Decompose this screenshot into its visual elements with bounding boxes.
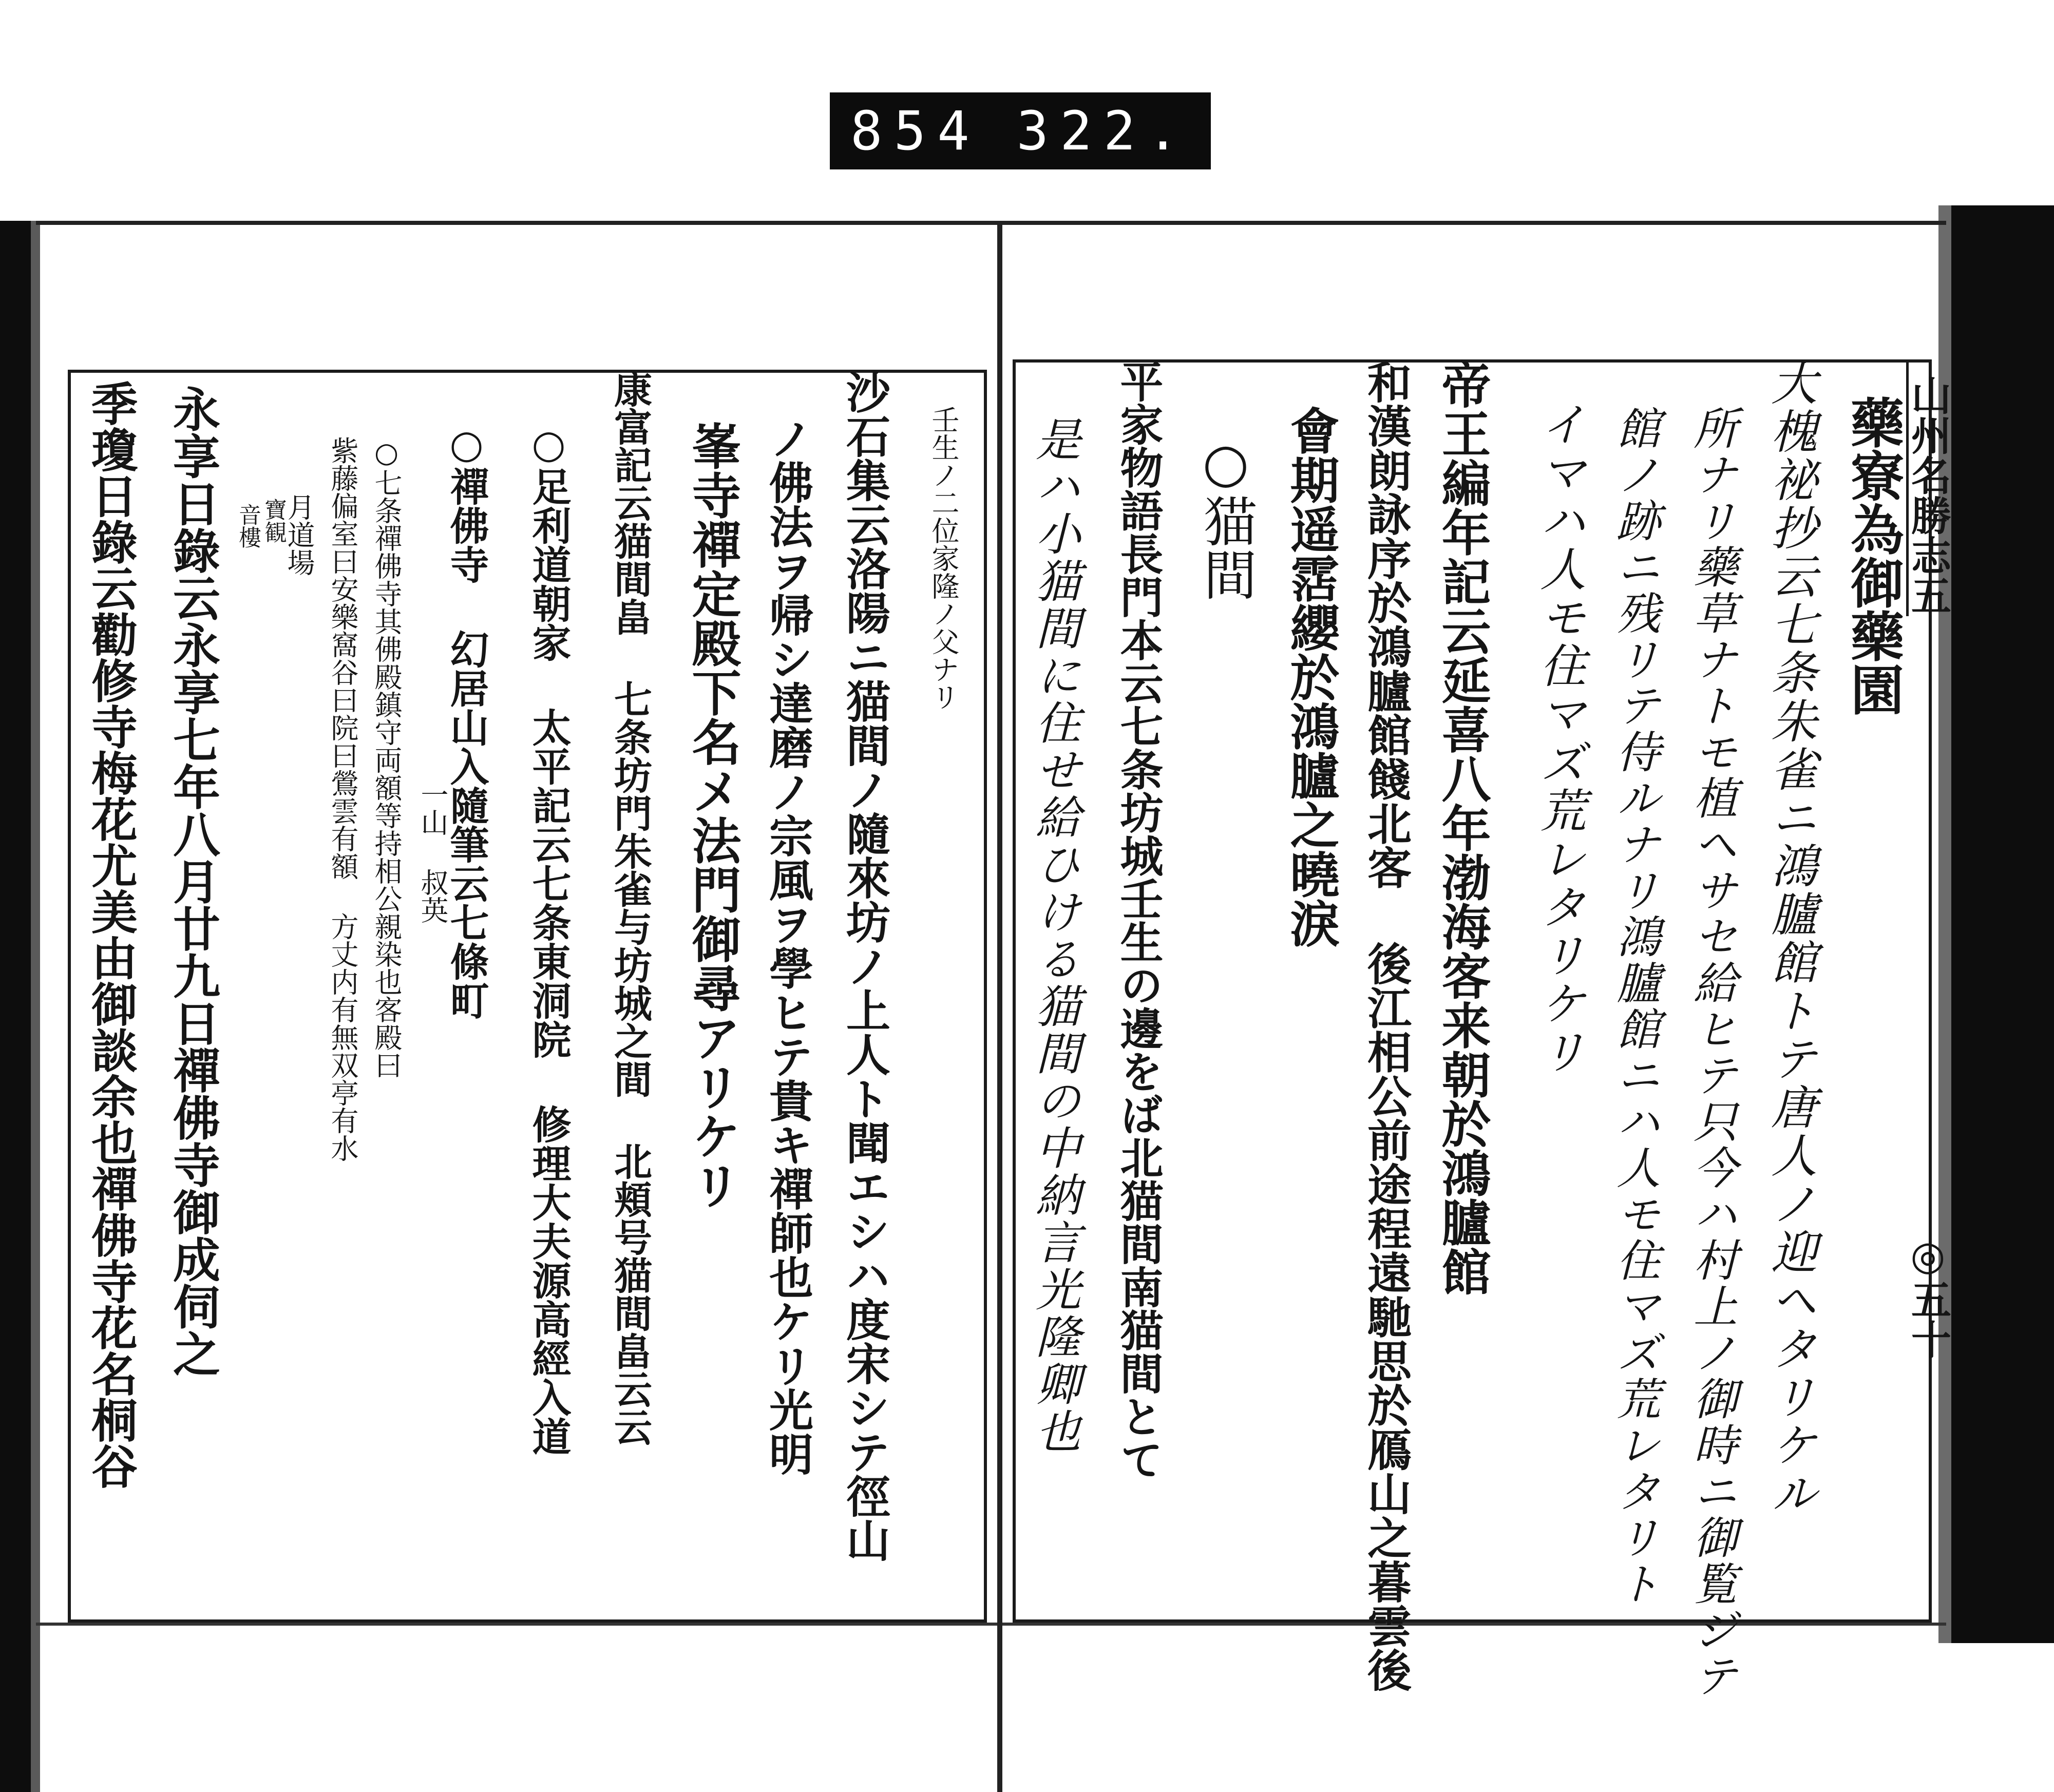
text-column: 所ナリ藥草ナトモ植ヘサセ給ヒテ只今ハ村上ノ御時ニ御覧ジテ	[1686, 406, 1737, 1700]
text-column: ○七条禪佛寺其佛殿鎮守両額等持相公親染也客殿曰	[370, 436, 403, 1079]
page-bottom-edge	[36, 1623, 1946, 1626]
text-column: 永享日錄云永享七年八月廿九日禪佛寺御成伺之	[165, 385, 221, 1377]
frame-number: 322.	[1016, 100, 1190, 162]
text-column: 館ノ跡ニ残リテ侍ルナリ鴻臚館ニハ人モ住マズ荒レタリト	[1609, 406, 1660, 1607]
center-gutter	[997, 221, 1002, 1792]
text-column: 峯寺禪定殿下名メ法門御尋アリケリ	[684, 421, 742, 1210]
entry-heading-nekoma: ○猫間	[1194, 431, 1257, 601]
text-column: ノ佛法ヲ帰シ達磨ノ宗風ヲ學ヒテ貴キ禪師也ケリ光明	[762, 416, 813, 1476]
page-top-edge	[36, 221, 1946, 225]
text-column: 平家物語長門本云七条坊城壬生の邊をば北猫間南猫間とて	[1113, 359, 1164, 1481]
entry-zenbutsuji: ○禪佛寺 幻居山入隨筆云七條町	[444, 421, 489, 1020]
annotation-note: 一山 叔英	[416, 780, 449, 924]
text-column: 康富記云猫間畠 七条坊門朱雀与坊城之間 北頬号猫間畠云云	[608, 370, 652, 1446]
entry-ashikaga: ○足利道朝家 太平記云七条東洞院 修理大夫源高經入道	[526, 421, 572, 1456]
text-column: 沙石集云洛陽ニ猫間ノ隨來坊ノ上人ト聞エシハ度宋シテ徑山	[839, 370, 890, 1562]
page-header: 山州名勝志五	[1905, 375, 1951, 615]
text-column: 大槐祕抄云七条朱雀ニ鴻臚館トテ唐人ノ迎ヘタリケル	[1763, 359, 1817, 1518]
right-binding-shadow	[1951, 205, 2054, 1643]
left-binding-edge	[31, 221, 40, 1792]
text-column: 季瓊日錄云勸修寺梅花尤美由御談余也禪佛寺花名桐谷	[83, 380, 138, 1489]
folio-number: ◎五十	[1905, 1232, 1951, 1359]
text-column: 月道場	[283, 493, 315, 576]
entry-heading-yakuryo: 藥寮為御藥園	[1841, 395, 1905, 716]
left-binding-shadow	[0, 221, 31, 1792]
text-column: 帝王編年記云延喜八年渤海客来朝於鴻臚館	[1434, 359, 1492, 1296]
text-column: 和漢朗詠序於鴻臚館餞北客 後江相公前途程遠馳思於鴈山之暮雲後	[1360, 359, 1412, 1692]
annotation-note: 壬生ノ二位家隆ノ父ナリ	[927, 406, 960, 711]
text-column: 會期遥霑纓於鴻臚之曉淚	[1282, 406, 1340, 948]
text-column: 紫藤偏室曰安樂窩谷曰院曰鶯雲有額 方丈内有無双亭有水	[327, 436, 359, 1162]
text-column: 寶観	[260, 498, 287, 543]
text-column: 音樓	[235, 503, 261, 548]
text-column: 是ハ小猫間に住せ給ひける猫間の中納言光隆卿也	[1029, 416, 1081, 1455]
reel-number: 854	[850, 100, 981, 162]
microfilm-frame-label	[830, 92, 1211, 169]
text-column: イマハ人モ住マズ荒レタリケリ	[1532, 401, 1586, 1076]
